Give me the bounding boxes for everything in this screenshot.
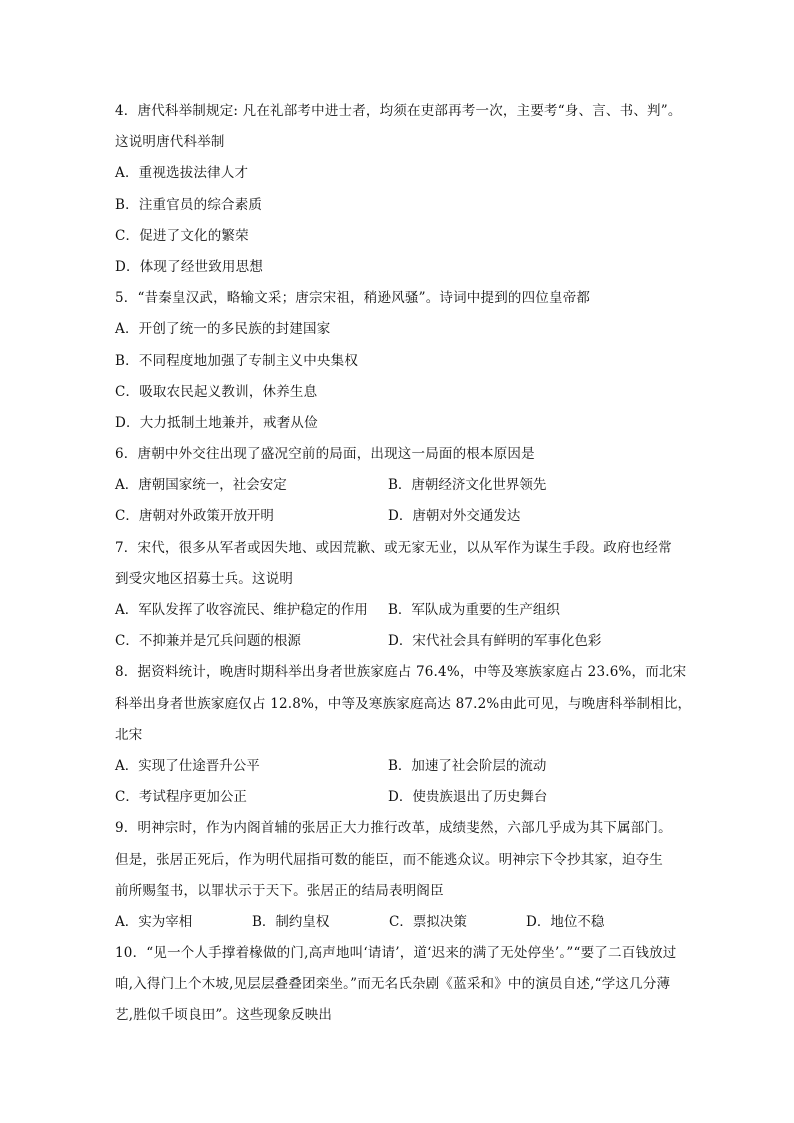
question-6-option-a: A．唐朝国家统一，社会安定 bbox=[115, 477, 287, 494]
question-8-option-c: C．考试程序更加公正 bbox=[115, 789, 247, 806]
question-7-options-row-1 bbox=[115, 595, 690, 626]
question-7-stem-line-2: 到受灾地区招募士兵。这说明 bbox=[115, 570, 294, 587]
question-8-options-row-2 bbox=[115, 782, 690, 813]
question-4-option-d: D．体现了经世致用思想 bbox=[115, 258, 264, 275]
question-6-option-b: B．唐朝经济文化世界领先 bbox=[388, 477, 547, 494]
question-7-options-row-2 bbox=[115, 626, 690, 657]
question-8-stem-line-3: 北宋 bbox=[115, 726, 143, 743]
question-8-stem-line-2: 科举出身者世族家庭仅占 12.8%，中等及寒族家庭高达 87.2%由此可见，与晚唐科举制相比， bbox=[115, 695, 692, 712]
question-6-option-d: D．唐朝对外交通发达 bbox=[388, 508, 521, 525]
question-9-stem-line-1: 9．明神宗时，作为内阁首辅的张居正大力推行改革，成绩斐然，六部几乎成为其下属部门。 bbox=[115, 820, 672, 837]
question-6-options-row-2 bbox=[115, 501, 690, 532]
question-9-option-a: A．实为宰相 bbox=[115, 913, 193, 930]
question-10-stem-line-2: 咱,入得门上个木坡,见层层叠叠团栾坐。”而无名氏杂剧《蓝采和》中的演员自述,“学这几分薄 bbox=[115, 976, 671, 993]
question-4-option-c: C．促进了文化的繁荣 bbox=[115, 227, 249, 244]
question-6-stem: 6．唐朝中外交往出现了盛况空前的局面，出现这一局面的根本原因是 bbox=[115, 446, 535, 463]
question-10-stem-line-1: 10．“见一个人手撑着椽做的门,高声地叫‘请请’，道‘迟来的满了无处停坐’。”“要了二百钱放过 bbox=[115, 945, 677, 962]
question-list bbox=[115, 96, 690, 1032]
question-9-stem-line-3: 前所赐玺书，以罪状示于天下。张居正的结局表明阁臣 bbox=[115, 882, 444, 899]
question-7-option-b: B．军队成为重要的生产组织 bbox=[388, 602, 560, 618]
question-5-option-d: D．大力抵制土地兼并，戒奢从俭 bbox=[115, 414, 318, 431]
question-6-options-row-1 bbox=[115, 470, 690, 501]
question-4-option-a: A．重视选拔法律人才 bbox=[115, 165, 249, 182]
question-5-option-a: A．开创了统一的多民族的封建国家 bbox=[115, 321, 331, 338]
question-4-stem-line-2: 这说明唐代科举制 bbox=[115, 134, 225, 151]
question-9-option-c: C．票拟决策 bbox=[389, 913, 467, 930]
question-9-stem-line-2: 但是，张居正死后，作为明代屈指可数的能臣，而不能逃众议。明神宗下令抄其家，迫夺生 bbox=[115, 851, 663, 868]
question-8-options-row-1 bbox=[115, 751, 690, 782]
question-8-option-a: A．实现了仕途晋升公平 bbox=[115, 757, 260, 774]
question-5-stem: 5．“昔秦皇汉武，略输文采；唐宗宋祖，稍逊风骚”。诗词中提到的四位皇帝都 bbox=[115, 290, 591, 307]
question-7-option-c: C．不抑兼并是冗兵问题的根源 bbox=[115, 633, 301, 650]
question-9-option-b: B．制约皇权 bbox=[252, 913, 330, 930]
question-8-stem-line-1: 8．据资料统计，晚唐时期科举出身者世族家庭占 76.4%，中等及寒族家庭占 23.6%，而北宋 bbox=[115, 664, 687, 681]
question-5-option-b: B．不同程度地加强了专制主义中央集权 bbox=[115, 352, 359, 369]
question-5-option-c: C．吸取农民起义教训，休养生息 bbox=[115, 383, 318, 400]
question-9-options-row bbox=[115, 907, 690, 938]
question-4-stem-line-1: 4．唐代科举制规定: 凡在礼部考中进士者，均须在吏部再考一次，主要考“身、言、书、判”。 bbox=[115, 103, 682, 119]
question-9-option-d: D．地位不稳 bbox=[526, 913, 605, 930]
question-7-option-a: A．军队发挥了收容流民、维护稳定的作用 bbox=[115, 602, 368, 618]
question-6-option-c: C．唐朝对外政策开放开明 bbox=[115, 508, 274, 525]
question-4-option-b: B．注重官员的综合素质 bbox=[115, 196, 263, 213]
question-8-option-b: B．加速了社会阶层的流动 bbox=[388, 757, 547, 774]
question-7-option-d: D．宋代社会具有鲜明的军事化色彩 bbox=[388, 633, 602, 650]
question-10-stem-line-3: 艺,胜似千顷良田”。这些现象反映出 bbox=[115, 1007, 333, 1024]
question-8-option-d: D．使贵族退出了历史舞台 bbox=[388, 789, 548, 806]
question-7-stem-line-1: 7．宋代，很多从军者或因失地、或因荒歉、或无家无业，以从军作为谋生手段。政府也经常 bbox=[115, 539, 672, 556]
